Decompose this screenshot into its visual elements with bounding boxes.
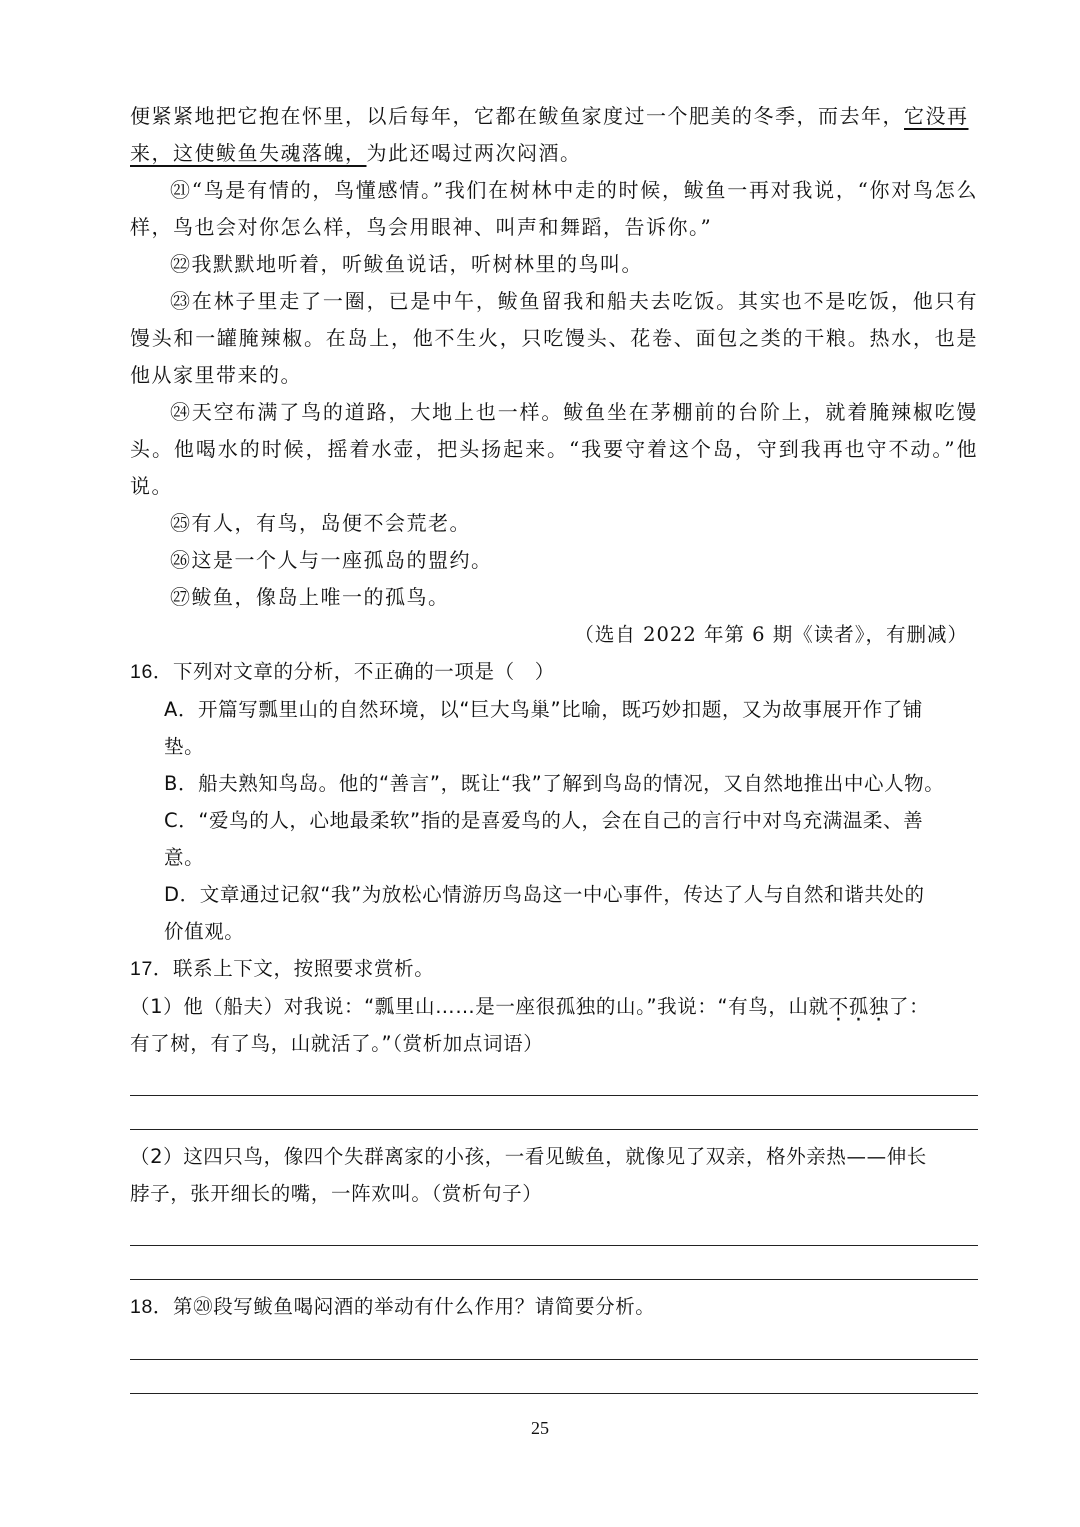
paragraph-22: ㉒我默默地听着，听鲅鱼说话，听树林里的鸟叫。 <box>170 252 643 276</box>
page-number: 25 <box>531 1418 549 1438</box>
paragraph-25: ㉕有人，有鸟，岛便不会荒老。 <box>170 511 471 535</box>
question-16-stem: 16．下列对文章的分析，不正确的一项是（ ） <box>130 660 555 683</box>
paragraph-27: ㉗鲅鱼，像岛上唯一的孤鸟。 <box>170 585 450 609</box>
answer-line[interactable] <box>130 1096 978 1130</box>
paragraph-24: ㉔天空布满了鸟的道路，大地上也一样。鲅鱼坐在茅棚前的台阶上，就着腌辣椒吃馒头。他喝水的时候，摇着水壶，把头扬起来。“我要守着这个岛，守到我再也守不动。”他说。 <box>130 400 978 498</box>
question-18-stem: 18．第⑳段写鲅鱼喝闷酒的举动有什么作用？请简要分析。 <box>130 1295 656 1318</box>
answer-line[interactable] <box>130 1326 978 1360</box>
dotted-char: 孤 <box>848 995 869 1018</box>
answer-line[interactable] <box>130 1062 978 1096</box>
answer-line[interactable] <box>130 1212 978 1246</box>
underlined-sentence-b: 来，这使鲅鱼失魂落魄， <box>130 141 367 165</box>
option-b: B．船夫熟知鸟岛。他的“善言”，既让“我”了解到鸟岛的情况，又自然地推出中心人物。 <box>164 772 945 795</box>
option-a: A．开篇写瓢里山的自然环境，以“巨大鸟巢”比喻，既巧妙扣题，又为故事展开作了铺 垫。 <box>164 698 923 758</box>
dotted-char: 不 <box>828 995 849 1018</box>
question-17-sub-1: （1）他（船夫）对我说：“瓢里山……是一座很孤独的山。”我说：“有鸟，山就不孤独了： 有了树，有了鸟，山就活了。”（赏析加点词语） <box>130 995 930 1055</box>
question-16 <box>130 653 978 950</box>
dotted-char: 独 <box>868 995 889 1018</box>
option-c: C．“爱鸟的人，心地最柔软”指的是喜爱鸟的人，会在自己的言行中对鸟充满温柔、善 意。 <box>164 809 924 869</box>
paragraph-26: ㉖这是一个人与一座孤岛的盟约。 <box>170 548 493 572</box>
question-18 <box>130 1288 978 1394</box>
question-17-sub-2: （2）这四只鸟，像四个失群离家的小孩，一看见鲅鱼，就像见了双亲，格外亲热——伸长 脖子，张开细长的嘴，一阵欢叫。（赏析句子） <box>130 1145 927 1205</box>
paragraph-21: ㉑“鸟是有情的，鸟懂感情。”我们在树林中走的时候，鲅鱼一再对我说，“你对鸟怎么样，鸟也会对你怎么样，鸟会用眼神、叫声和舞蹈，告诉你。” <box>130 178 978 239</box>
answer-line[interactable] <box>130 1360 978 1394</box>
paragraph-20-continued: 便紧紧地把它抱在怀里，以后每年，它都在鲅鱼家度过一个肥美的冬季，而去年，它没再 来，这使鲅鱼失魂落魄，为此还喝过两次闷酒。 <box>130 104 969 165</box>
source-citation: （选自 2022 年第 6 期《读者》，有删减） <box>574 623 968 646</box>
option-d: D．文章通过记叙“我”为放松心情游历鸟岛这一中心事件，传达了人与自然和谐共处的 价值观。 <box>164 883 925 943</box>
page-content <box>130 98 978 1394</box>
underlined-sentence-a: 它没再 <box>904 104 969 128</box>
paragraph-23: ㉓在林子里走了一圈，已是中午，鲅鱼留我和船夫去吃饭。其实也不是吃饭，他只有馒头和一罐腌辣椒。在岛上，他不生火，只吃馒头、花卷、面包之类的干粮。热水，也是他从家里带来的。 <box>130 289 978 387</box>
question-17-stem: 17．联系上下文，按照要求赏析。 <box>130 957 435 980</box>
question-17 <box>130 950 978 1288</box>
answer-line[interactable] <box>130 1246 978 1280</box>
